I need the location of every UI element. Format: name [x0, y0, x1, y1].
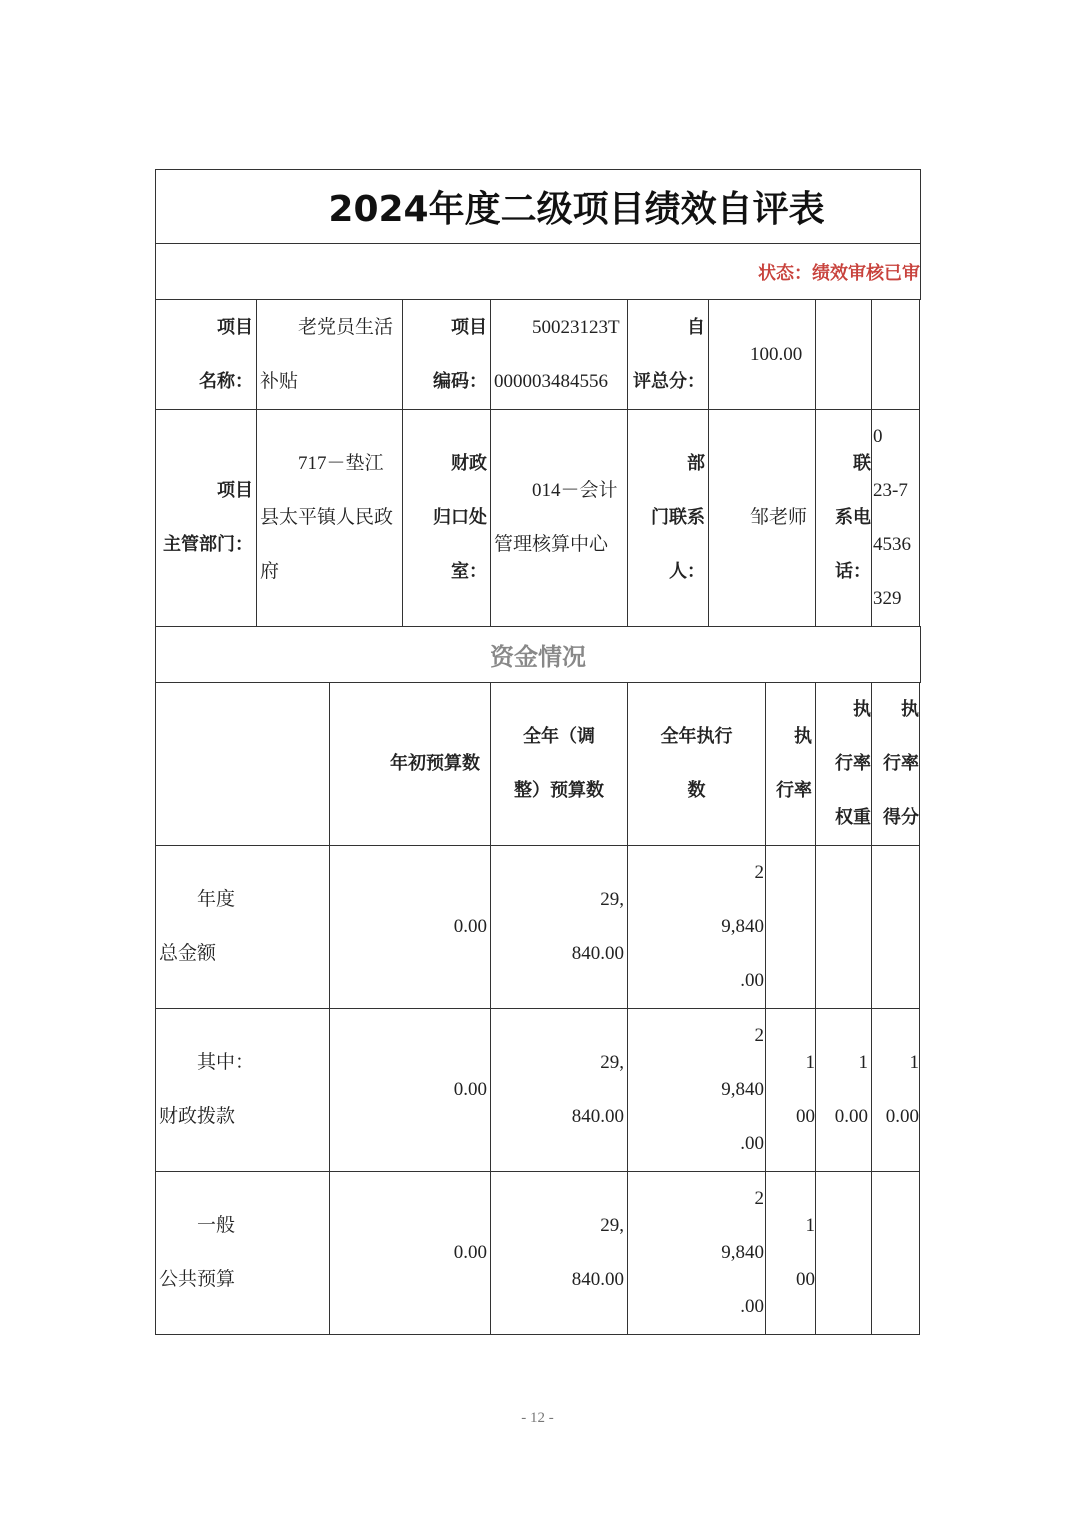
row-executed: 2 9,840 .00 — [627, 1008, 766, 1172]
self-score-value: 100.00 — [708, 299, 816, 410]
empty-cell — [815, 299, 872, 410]
project-name-value: 老党员生活 补贴 — [256, 299, 403, 410]
funds-header-weight: 执 行率 权重 — [815, 682, 872, 846]
row-initial: 0.00 — [329, 1008, 491, 1172]
status-text: 状态：绩效审核已审 — [155, 243, 921, 300]
self-score-label: 自 评总分： — [627, 299, 709, 410]
funds-header-initial: 年初预算数 — [329, 682, 491, 846]
row-label: 其中： 财政拨款 — [155, 1008, 330, 1172]
row-adjusted: 29, 840.00 — [490, 1008, 628, 1172]
row-initial: 0.00 — [329, 845, 491, 1009]
row-rate: 1 00 — [765, 1008, 816, 1172]
row-score — [871, 845, 920, 1009]
funds-header-blank — [155, 682, 330, 846]
row-score: 1 0.00 — [871, 1008, 920, 1172]
row-initial: 0.00 — [329, 1171, 491, 1335]
project-name-label: 项目 名称： — [155, 299, 257, 410]
row-adjusted: 29, 840.00 — [490, 845, 628, 1009]
phone-value: 0 23-7 4536 329 — [871, 409, 920, 627]
dept-value: 717－垫江 县太平镇人民政 府 — [256, 409, 403, 627]
row-adjusted: 29, 840.00 — [490, 1171, 628, 1335]
row-score — [871, 1171, 920, 1335]
funds-header-adjusted: 全年（调 整）预算数 — [490, 682, 628, 846]
contact-value: 邹老师 — [708, 409, 816, 627]
row-label: 一般 公共预算 — [155, 1171, 330, 1335]
row-weight — [815, 1171, 872, 1335]
project-code-value: 50023123T 000003484556 — [490, 299, 628, 410]
contact-label: 部 门联系 人： — [627, 409, 709, 627]
page-number: - 12 - — [521, 1410, 554, 1426]
phone-label: 联 系电 话： — [815, 409, 872, 627]
row-weight — [815, 845, 872, 1009]
row-executed: 2 9,840 .00 — [627, 845, 766, 1009]
funds-header-score: 执 行率 得分 — [871, 682, 920, 846]
finance-office-label: 财政 归口处 室： — [402, 409, 491, 627]
row-rate: 1 00 — [765, 1171, 816, 1335]
row-rate — [765, 845, 816, 1009]
empty-cell — [871, 299, 920, 410]
funds-section-title: 资金情况 — [155, 626, 921, 683]
funds-header-executed: 全年执行 数 — [627, 682, 766, 846]
finance-office-value: 014－会计 管理核算中心 — [490, 409, 628, 627]
funds-header-rate: 执 行率 — [765, 682, 816, 846]
dept-label: 项目 主管部门： — [155, 409, 257, 627]
row-executed: 2 9,840 .00 — [627, 1171, 766, 1335]
project-code-label: 项目 编码： — [402, 299, 491, 410]
row-weight: 1 0.00 — [815, 1008, 872, 1172]
page-title: 2024年度二级项目绩效自评表 — [155, 169, 921, 244]
row-label: 年度 总金额 — [155, 845, 330, 1009]
